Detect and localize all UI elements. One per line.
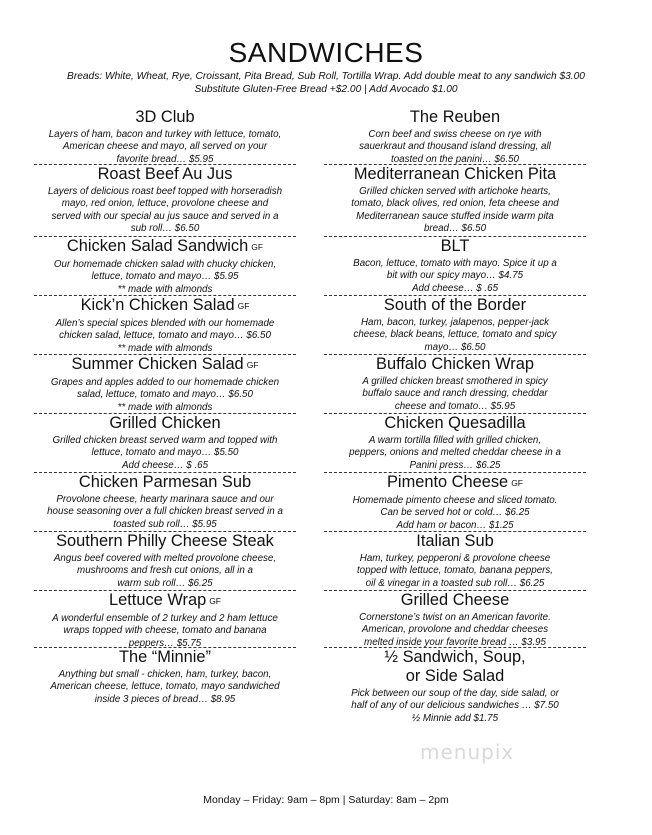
menu-item-the-minnie: [34, 648, 296, 708]
item-description: Grilled chicken breast served warm and topped with lettuce, tomato and mayo… $5.50 Add cheese… $ .65: [52, 435, 278, 471]
menu-item-3d-club: [34, 108, 296, 165]
item-name: Italian Sub: [416, 532, 494, 550]
menu-item-the-reuben: [324, 108, 586, 165]
menu-item-pimento-cheese: [324, 473, 586, 532]
item-description: Pick between our soup of the day, side salad, or half of any of our delicious sandwiches … $7.50 ½ Minnie add $1.75: [351, 688, 559, 724]
menu-item-roast-beef-au-jus: [34, 165, 296, 237]
item-description: Grapes and apples added to our homemade chicken salad, lettuce, tomato and mayo… $6.50 ** made with almonds: [50, 377, 280, 413]
item-name: Grilled Chicken: [109, 414, 221, 432]
menu-item-south-of-the-border: [324, 296, 586, 355]
gluten-free-badge: GF: [246, 360, 259, 370]
item-name: BLT: [440, 237, 470, 255]
menu-item-blt: [324, 237, 586, 296]
menu-item-italian-sub: [324, 532, 586, 591]
item-description: Homemade pimento cheese and sliced tomato. Can be served hot or cold… $6.25 Add ham or bacon… $1.25: [352, 495, 558, 531]
menu-item-kickn-chicken-salad: [34, 296, 296, 355]
item-description: Ham, bacon, turkey, jalapenos, pepper-jack cheese, black beans, lettuce, tomato and spicy mayo… $6.50: [353, 317, 557, 353]
page-title: SANDWICHES: [228, 37, 424, 68]
item-name-line-2: or Side Salad: [405, 667, 505, 685]
item-description: Layers of delicious roast beef topped with horseradish mayo, red onion, lettuce, provolone cheese and served with our special au jus sauce and served in a sub roll… $6.50: [47, 186, 283, 234]
gluten-free-badge: GF: [237, 301, 250, 311]
item-description: Bacon, lettuce, tomato with mayo. Spice it up a bit with our spicy mayo… $4.75 Add cheese… $ .65: [353, 258, 557, 294]
item-description: Angus beef covered with melted provolone cheese, mushrooms and fresh cut onions, all in a warm sub roll… $6.25: [53, 553, 277, 589]
item-description: Ham, turkey, pepperoni & provolone cheese topped with lettuce, tomato, banana peppers, oil & vinegar in a toasted sub roll… $6.25: [356, 553, 554, 589]
item-description: Grilled chicken served with artichoke hearts, tomato, black olives, red onion, feta cheese and Mediterranean sauce stuffed inside warm pita bread… $6.50: [351, 186, 559, 234]
item-description: Allen’s special spices blended with our homemade chicken salad, lettuce, tomato and mayo… $6.50 ** made with almonds: [55, 318, 275, 354]
item-description: Provolone cheese, hearty marinara sauce and our house seasoning over a full chicken breast served in a toasted sub roll… $5.95: [47, 494, 283, 530]
menu-item-grilled-chicken: [34, 414, 296, 473]
hours-footer: Monday – Friday: 9am – 8pm | Saturday: 8am – 2pm: [203, 794, 449, 806]
item-name: Southern Philly Cheese Steak: [56, 532, 274, 550]
item-name: Buffalo Chicken Wrap: [376, 355, 534, 373]
breads-info: [0, 70, 652, 96]
menupix-watermark: menupix: [420, 740, 515, 764]
gluten-free-badge: GF: [251, 242, 264, 252]
menu-item-buffalo-chicken-wrap: [324, 355, 586, 414]
item-name: 3D Club: [135, 108, 195, 126]
item-name: Summer Chicken Salad GF: [71, 355, 259, 373]
menu-item-chicken-salad-sandwich: [34, 237, 296, 296]
item-name-line-1: ½ Sandwich, Soup,: [384, 648, 526, 666]
item-description: Our homemade chicken salad with chucky chicken, lettuce, tomato and mayo… $5.95 ** made with almonds: [53, 259, 277, 295]
menu-item-summer-chicken-salad: [34, 355, 296, 414]
item-description: Anything but small - chicken, ham, turkey, bacon, American cheese, lettuce, tomato, mayo sandwiched inside 3 pieces of bread… $8.95: [50, 669, 280, 705]
item-name: Mediterranean Chicken Pita: [353, 165, 557, 183]
item-name: Pimento Cheese GF: [387, 473, 523, 491]
item-description: Corn beef and swiss cheese on rye with sauerkraut and thousand island dressing, all toasted on the panini… $6.50: [359, 129, 551, 165]
item-description: A grilled chicken breast smothered in spicy buffalo sauce and ranch dressing, cheddar cheese and tomato… $5.95: [362, 376, 548, 412]
item-description: Layers of ham, bacon and turkey with lettuce, tomato, American cheese and mayo, all served on your favorite bread… $5.95: [48, 129, 282, 165]
menu-item-mediterranean-chicken-pita: [324, 165, 586, 237]
item-name: Roast Beef Au Jus: [97, 165, 233, 183]
breads-line-2: Substitute Gluten-Free Bread +$2.00 | Add Avocado $1.00: [194, 84, 458, 95]
menu-item-grilled-cheese: [324, 591, 586, 648]
item-name: Lettuce Wrap GF: [109, 591, 221, 609]
breads-line-1: Breads: White, Wheat, Rye, Croissant, Pita Bread, Sub Roll, Tortilla Wrap. Add double meat to any sandwich $3.00: [67, 71, 585, 82]
menu-item-chicken-parmesan-sub: [34, 473, 296, 532]
item-name: Chicken Quesadilla: [384, 414, 526, 432]
item-name: Kick’n Chicken Salad GF: [80, 296, 250, 314]
gluten-free-badge: GF: [511, 478, 523, 488]
left-column: [34, 108, 296, 708]
menu-item-half-sandwich-combo: [324, 648, 586, 728]
right-column: [324, 108, 586, 728]
item-description: A wonderful ensemble of 2 turkey and 2 ham lettuce wraps topped with cheese, tomato and banana peppers… $5.75: [52, 613, 278, 649]
item-name: Chicken Salad Sandwich GF: [66, 237, 264, 255]
item-name: Chicken Parmesan Sub: [78, 473, 252, 491]
item-name: South of the Border: [383, 296, 527, 314]
item-description: A warm tortilla filled with grilled chicken, peppers, onions and melted cheddar cheese in a Panini press… $6.25: [349, 435, 561, 471]
item-name: Grilled Cheese: [400, 591, 510, 609]
menu-item-southern-philly-cheese-steak: [34, 532, 296, 591]
menu-item-lettuce-wrap: [34, 591, 296, 648]
item-name: The “Minnie”: [119, 648, 211, 666]
menu-item-chicken-quesadilla: [324, 414, 586, 473]
item-description: Cornerstone’s twist on an American favorite. American, provolone and cheddar cheeses melted inside your favorite bread … $3.95: [359, 612, 551, 648]
item-name: The Reuben: [409, 108, 501, 126]
gluten-free-badge: GF: [209, 596, 221, 606]
